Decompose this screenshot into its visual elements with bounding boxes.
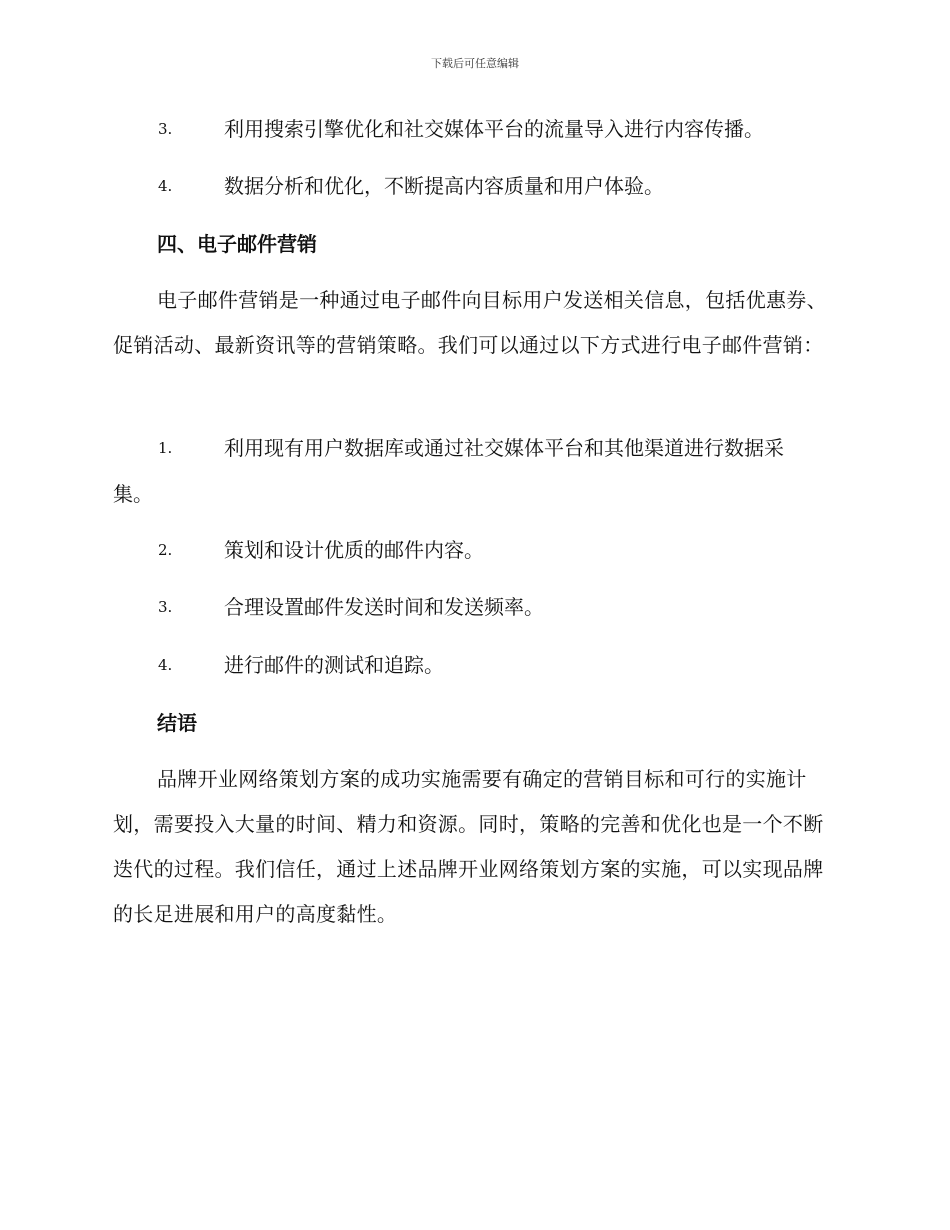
list-text: 利用搜索引擎优化和社交媒体平台的流量导入进行内容传播。 (224, 117, 764, 141)
conclusion-paragraph: 品牌开业网络策划方案的成功实施需要有确定的营销目标和可行的实施计划，需要投入大量的时间、精力和资源。同时，策略的完善和优化也是一个不断迭代的过程。我们信任，通过上述品牌开业网络策划方案的实施，可以实现品牌的长足进展和用户的高度黏性。 (113, 767, 824, 926)
list-item (113, 163, 838, 209)
list-item (113, 425, 838, 517)
list-text: 合理设置邮件发送时间和发送频率。 (224, 595, 544, 619)
list-number: 3. (158, 598, 173, 616)
list-number: 4. (158, 177, 173, 195)
list-text-wrap (113, 425, 838, 517)
list-number: 1. (158, 439, 173, 457)
list-text: 策划和设计优质的邮件内容。 (224, 538, 484, 562)
list-text: 利用现有用户数据库或通过社交媒体平台和其他渠道进行数据采 (224, 436, 784, 460)
list-text-continuation: 集。 (113, 482, 153, 506)
list-item (113, 527, 838, 573)
list-item (113, 584, 838, 630)
list-text: 数据分析和优化，不断提高内容质量和用户体验。 (224, 174, 664, 198)
list-item (113, 106, 838, 152)
page-header-note: 下载后可任意编辑 (431, 57, 519, 70)
list-number: 4. (158, 656, 173, 674)
list-text: 进行邮件的测试和追踪。 (224, 653, 444, 677)
list-item (113, 642, 838, 688)
section-paragraph: 电子邮件营销是一种通过电子邮件向目标用户发送相关信息，包括优惠券、促销活动、最新资讯等的营销策略。我们可以通过以下方式进行电子邮件营销： (113, 288, 827, 357)
list-number: 2. (158, 541, 173, 559)
list-number: 3. (158, 120, 173, 138)
conclusion-heading: 结语 (157, 711, 197, 735)
section-heading: 四、电子邮件营销 (157, 232, 317, 256)
